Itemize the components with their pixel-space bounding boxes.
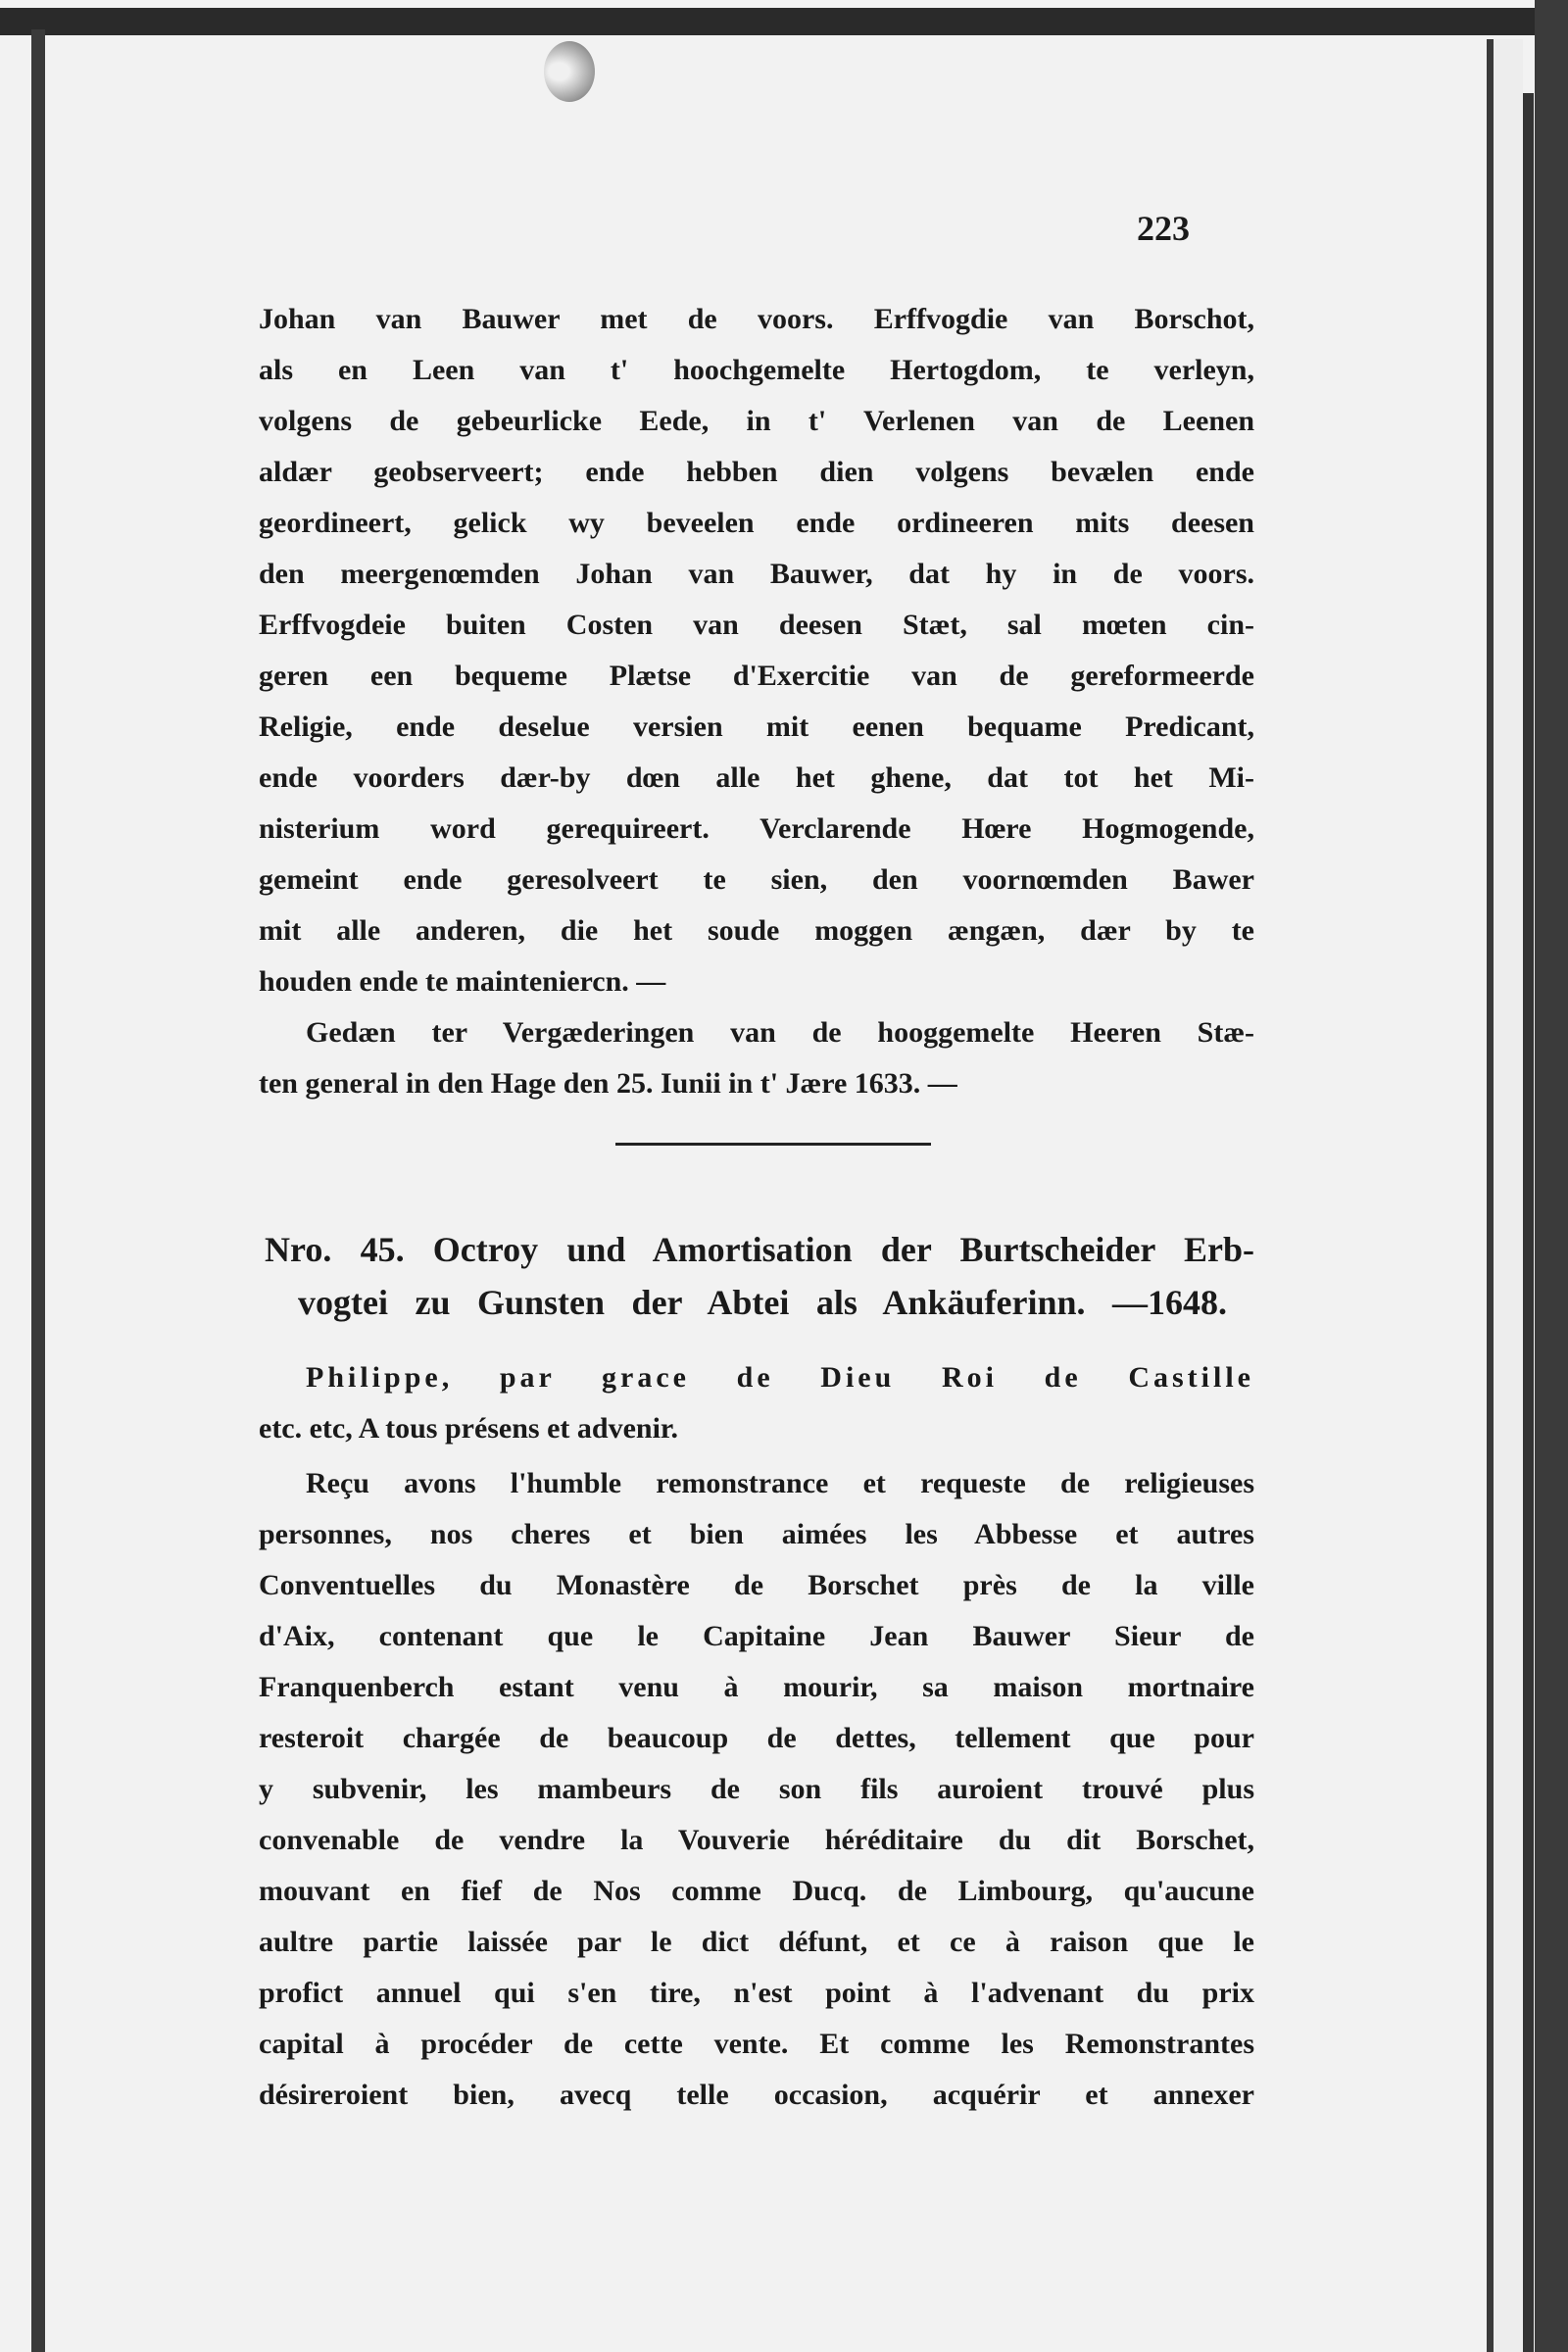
text-line: désireroient bien, avecq telle occasion, acquérir et annexer bbox=[259, 2079, 1254, 2111]
french-paragraph bbox=[259, 1458, 1254, 2121]
text-line: ende voorders dær-by dœn alle het ghene, dat tot het Mi- bbox=[259, 761, 1254, 794]
text-line: ten general in den Hage den 25. Iunii in t' Jære 1633. — bbox=[259, 1067, 957, 1100]
text-line: volgens de gebeurlicke Eede, in t' Verlenen van de Leenen bbox=[259, 405, 1254, 437]
text-line: houden ende te mainteniercn. — bbox=[259, 965, 666, 998]
text-line: resteroit chargée de beaucoup de dettes, tellement que pour bbox=[259, 1722, 1254, 1754]
text-line: Philippe, par grace de Dieu Roi de Castille bbox=[306, 1361, 1254, 1394]
text-line: capital à procéder de cette vente. Et comme les Remonstrantes bbox=[259, 2028, 1254, 2060]
text-line: Reçu avons l'humble remonstrance et requeste de religieuses bbox=[306, 1467, 1254, 1499]
text-line: Erffvogdeie buiten Costen van deesen Stæt, sal mœten cin- bbox=[259, 609, 1254, 641]
french-salutation bbox=[259, 1352, 1254, 1454]
text-line: den meergenœmden Johan van Bauwer, dat hy in de voors. bbox=[259, 558, 1254, 590]
scan-right-line-outer bbox=[1523, 93, 1534, 2352]
text-line: convenable de vendre la Vouverie héréditaire du dit Borschet, bbox=[259, 1824, 1254, 1856]
text-line: personnes, nos cheres et bien aimées les Abbesse et autres bbox=[259, 1518, 1254, 1550]
text-line: geordineert, gelick wy beveelen ende ordineeren mits deesen bbox=[259, 507, 1254, 539]
text-line: profict annuel qui s'en tire, n'est point à l'advenant du prix bbox=[259, 1977, 1254, 2009]
dutch-paragraph bbox=[259, 294, 1254, 1109]
text-line: mouvant en fief de Nos comme Ducq. de Limbourg, qu'aucune bbox=[259, 1875, 1254, 1907]
heading-line: Nro. 45. Octroy und Amortisation der Burtscheider Erb- bbox=[265, 1230, 1254, 1269]
text-line: Conventuelles du Monastère de Borschet près de la ville bbox=[259, 1569, 1254, 1601]
text-line: y subvenir, les mambeurs de son fils auroient trouvé plus bbox=[259, 1773, 1254, 1805]
text-line: als en Leen van t' hoochgemelte Hertogdom, te verleyn, bbox=[259, 354, 1254, 386]
text-line: Gedæn ter Vergæderingen van de hooggemelte Heeren Stæ- bbox=[306, 1016, 1254, 1049]
scan-top-edge bbox=[0, 8, 1568, 35]
text-line: geren een bequeme Plætse d'Exercitie van de gereformeerde bbox=[259, 660, 1254, 692]
text-line: Religie, ende deselue versien mit eenen bequame Predicant, bbox=[259, 710, 1254, 743]
binding-hole bbox=[544, 41, 595, 102]
scan-right-line bbox=[1487, 39, 1494, 2352]
text-line: d'Aix, contenant que le Capitaine Jean Bauwer Sieur de bbox=[259, 1620, 1254, 1652]
text-line: Franquenberch estant venu à mourir, sa maison mortnaire bbox=[259, 1671, 1254, 1703]
scan-right-margin bbox=[1494, 39, 1523, 2352]
section-divider bbox=[615, 1143, 931, 1146]
scan-right-edge bbox=[1535, 0, 1568, 2352]
text-line: mit alle anderen, die het soude moggen ængæn, dær by te bbox=[259, 914, 1254, 947]
text-line: gemeint ende geresolveert te sien, den voornœmden Bawer bbox=[259, 863, 1254, 896]
text-line: aultre partie laissée par le dict défunt, et ce à raison que le bbox=[259, 1926, 1254, 1958]
page-number: 223 bbox=[1137, 209, 1190, 248]
text-line: Johan van Bauwer met de voors. Erffvogdie van Borschot, bbox=[259, 303, 1254, 335]
scan-left-edge bbox=[31, 29, 45, 2352]
section-heading bbox=[265, 1223, 1254, 1329]
heading-line: vogtei zu Gunsten der Abtei als Ankäuferinn. —1648. bbox=[298, 1283, 1227, 1322]
text-line: aldær geobserveert; ende hebben dien volgens bevælen ende bbox=[259, 456, 1254, 488]
text-line: etc. etc, A tous présens et advenir. bbox=[259, 1412, 678, 1445]
text-line: nisterium word gerequireert. Verclarende Hœre Hogmogende, bbox=[259, 812, 1254, 845]
